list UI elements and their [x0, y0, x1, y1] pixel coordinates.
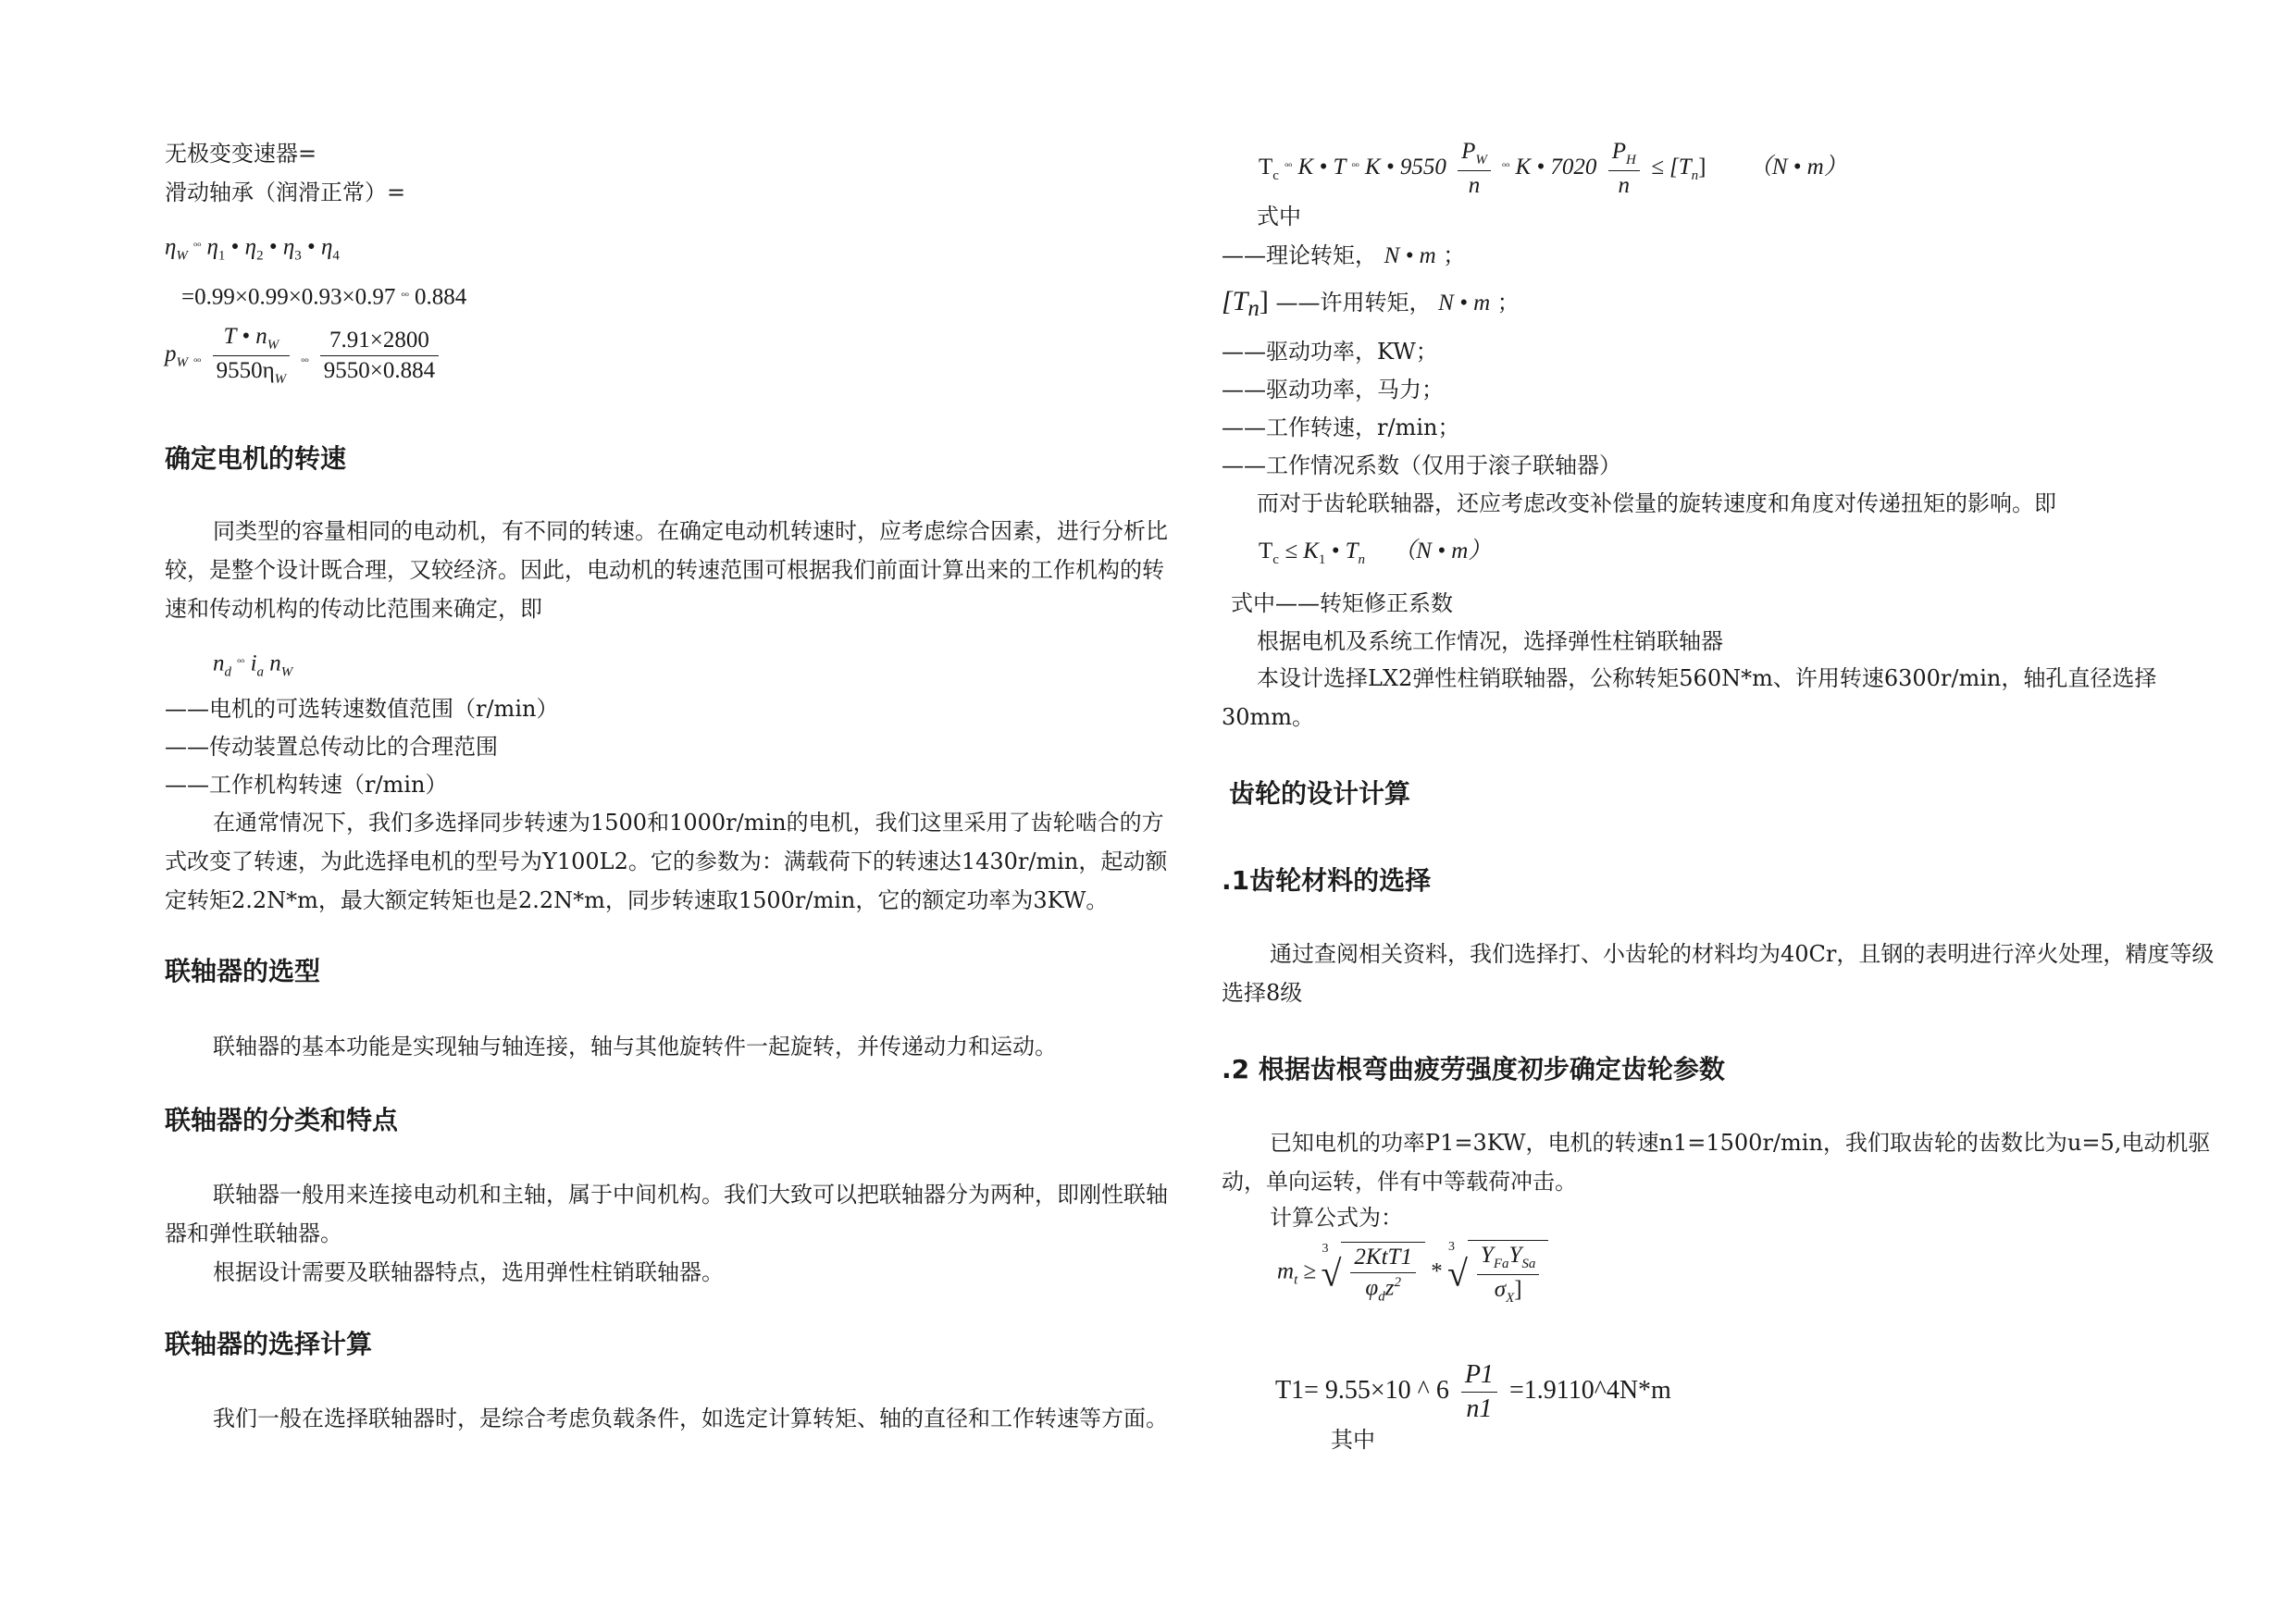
speed-formula: $n_d$ $^{_{oo}}$ $i_a$ $n_W$ — [213, 650, 293, 680]
definition-line: ——工作转速，r/min； — [1222, 415, 1460, 440]
paragraph: 联轴器一般用来连接电动机和主轴，属于中间机构。我们大致可以把联轴器分为两种，即刚性联轴器和弹性联轴器。 — [165, 1182, 1168, 1246]
paragraph: 已知电机的功率P1=3KW，电机的转速n1=1500r/min，我们取齿轮的齿数比为u=5,电动机驱动，单向运转，伴有中等载荷冲击。 — [1222, 1130, 2211, 1195]
efficiency-result: =0.99×0.99×0.93×0.97 $^{_{oo}}$ 0.884 — [181, 284, 467, 310]
symbol: η — [165, 234, 177, 260]
definition-line: ——工作情况系数（仅用于滚子联轴器） — [1222, 452, 1621, 478]
module-formula: $m_t \ge ^3√$ $\frac{\text{2KtT1}}{\varphi_dz^2}$ * $^3$√ $\frac{Y_{Fa}Y_{Sa}}{\sigma_X]}$ — [1277, 1240, 1548, 1314]
section-heading: 联轴器的选择计算 — [165, 1329, 373, 1359]
definition-line: ——驱动功率，KW； — [1222, 339, 1438, 365]
section-heading: .2 根据齿根弯曲疲劳强度初步确定齿轮参数 — [1222, 1054, 1725, 1084]
definition-line: ——驱动功率，马力； — [1222, 377, 1444, 403]
text-line: 式中——转矩修正系数 — [1231, 590, 1453, 616]
torque-formula: $T_c$ $^{_{oo}}$ K • T $^{_{oo}}$ K • 9550 $\frac{P_W}{n}$ $^{_{oo}}$ K • 7020 $\frac{P_H}{n}$ ≤ $[T_n]$ （N • m） — [1259, 139, 1847, 198]
section-heading: 联轴器的选型 — [165, 956, 321, 986]
section-heading: 齿轮的设计计算 — [1229, 778, 1411, 809]
symbol: p — [165, 341, 177, 367]
definition-line: ——电机的可选转速数值范围（r/min） — [165, 696, 559, 722]
definition-line: $[T_n]$ ——许用转矩， N • m ； — [1222, 286, 1520, 321]
relation-symbol: ₒₒ — [193, 235, 202, 249]
text-line: 而对于齿轮联轴器，还应考虑改变补偿量的旋转速度和角度对传递扭矩的影响。即 — [1257, 490, 2056, 516]
subscript: W — [176, 248, 188, 264]
t1-formula: T1= 9.55×10 ^ 6 $\frac{P1}{n1}$ =1.9110^4N*m — [1275, 1360, 1671, 1423]
paragraph: 在通常情况下，我们多选择同步转速为1500和1000r/min的电机，我们这里采用了齿轮啮合的方式改变了转速，为此选择电机的型号为Y100L2。它的参数为：满载荷下的转速达1430r/min，起动额定转矩2.2N*m，最大额定转矩也是2.2N*m，同步转速取1500r/min，它的额定功率为3KW。 — [165, 810, 1168, 913]
subscript: W — [176, 355, 188, 371]
definition-line: ——理论转矩， N • m ； — [1222, 242, 1466, 268]
text-line: 滑动轴承（润滑正常）= — [165, 180, 406, 205]
paragraph: 我们一般在选择联轴器时，是综合考虑负载条件，如选定计算转矩、轴的直径和工作转速等方面。 — [213, 1406, 1168, 1431]
text-line: 根据电机及系统工作情况，选择弹性柱销联轴器 — [1257, 628, 1723, 654]
value: 0.884 — [414, 284, 467, 310]
section-heading: 确定电机的转速 — [165, 443, 347, 474]
paragraph: 根据设计需要及联轴器特点，选用弹性柱销联轴器。 — [213, 1259, 724, 1285]
expression: =0.99×0.99×0.93×0.97 — [181, 284, 396, 310]
section-heading: .1齿轮材料的选择 — [1222, 865, 1432, 896]
definition-line: ——传动装置总传动比的合理范围 — [165, 734, 498, 760]
paragraph: 通过查阅相关资料，我们选择打、小齿轮的材料均为40Cr，且钢的表明进行淬火处理，精度等级选择8级 — [1222, 941, 2215, 1006]
torque-limit-formula: $T_c \le K_1$ • $T_n$ （N • m） — [1259, 539, 1492, 567]
paragraph: 同类型的容量相同的电动机，有不同的转速。在确定电动机转速时，应考虑综合因素，进行分析比较，是整个设计既合理，又较经济。因此，电动机的转速范围可根据我们前面计算出来的工作机构的转速和传动机构的传动比范围来确定，即 — [165, 518, 1168, 622]
fraction: $\frac{7.91\times 2800}{9550\times 0.884}$ — [320, 328, 439, 384]
section-heading: 联轴器的分类和特点 — [165, 1105, 399, 1135]
paragraph: 联轴器的基本功能是实现轴与轴连接，轴与其他旋转件一起旋转，并传递动力和运动。 — [213, 1034, 1057, 1059]
text-line: 计算公式为： — [1270, 1205, 1403, 1231]
power-formula: $p_W$ ₒₒ $\frac{T • n_W}{9550\eta_W}$ ₒₒ $\frac{7.91\times 2800}{9550\times 0.884}$ — [165, 324, 444, 389]
symbol: η — [282, 234, 295, 260]
text-line: 其中 — [1331, 1427, 1375, 1453]
text-line: 式中 — [1257, 204, 1301, 229]
definition-line: ——工作机构转速（r/min） — [165, 772, 448, 798]
symbol: η — [244, 234, 257, 260]
symbol: η — [321, 234, 333, 260]
efficiency-formula: $\eta_W$ $^{_{oo}}$ $\eta_1$ • $\eta_2$ • $\eta_3$ • $\eta_4$ — [165, 234, 340, 264]
paragraph: 本设计选择LX2弹性柱销联轴器，公称转矩560N*m、许用转速6300r/min，轴孔直径选择30mm。 — [1222, 665, 2157, 730]
text-line: 无极变变速器= — [165, 141, 317, 167]
fraction: $\frac{T • n_W}{9550\eta_W}$ — [213, 324, 291, 388]
symbol: η — [206, 234, 218, 260]
